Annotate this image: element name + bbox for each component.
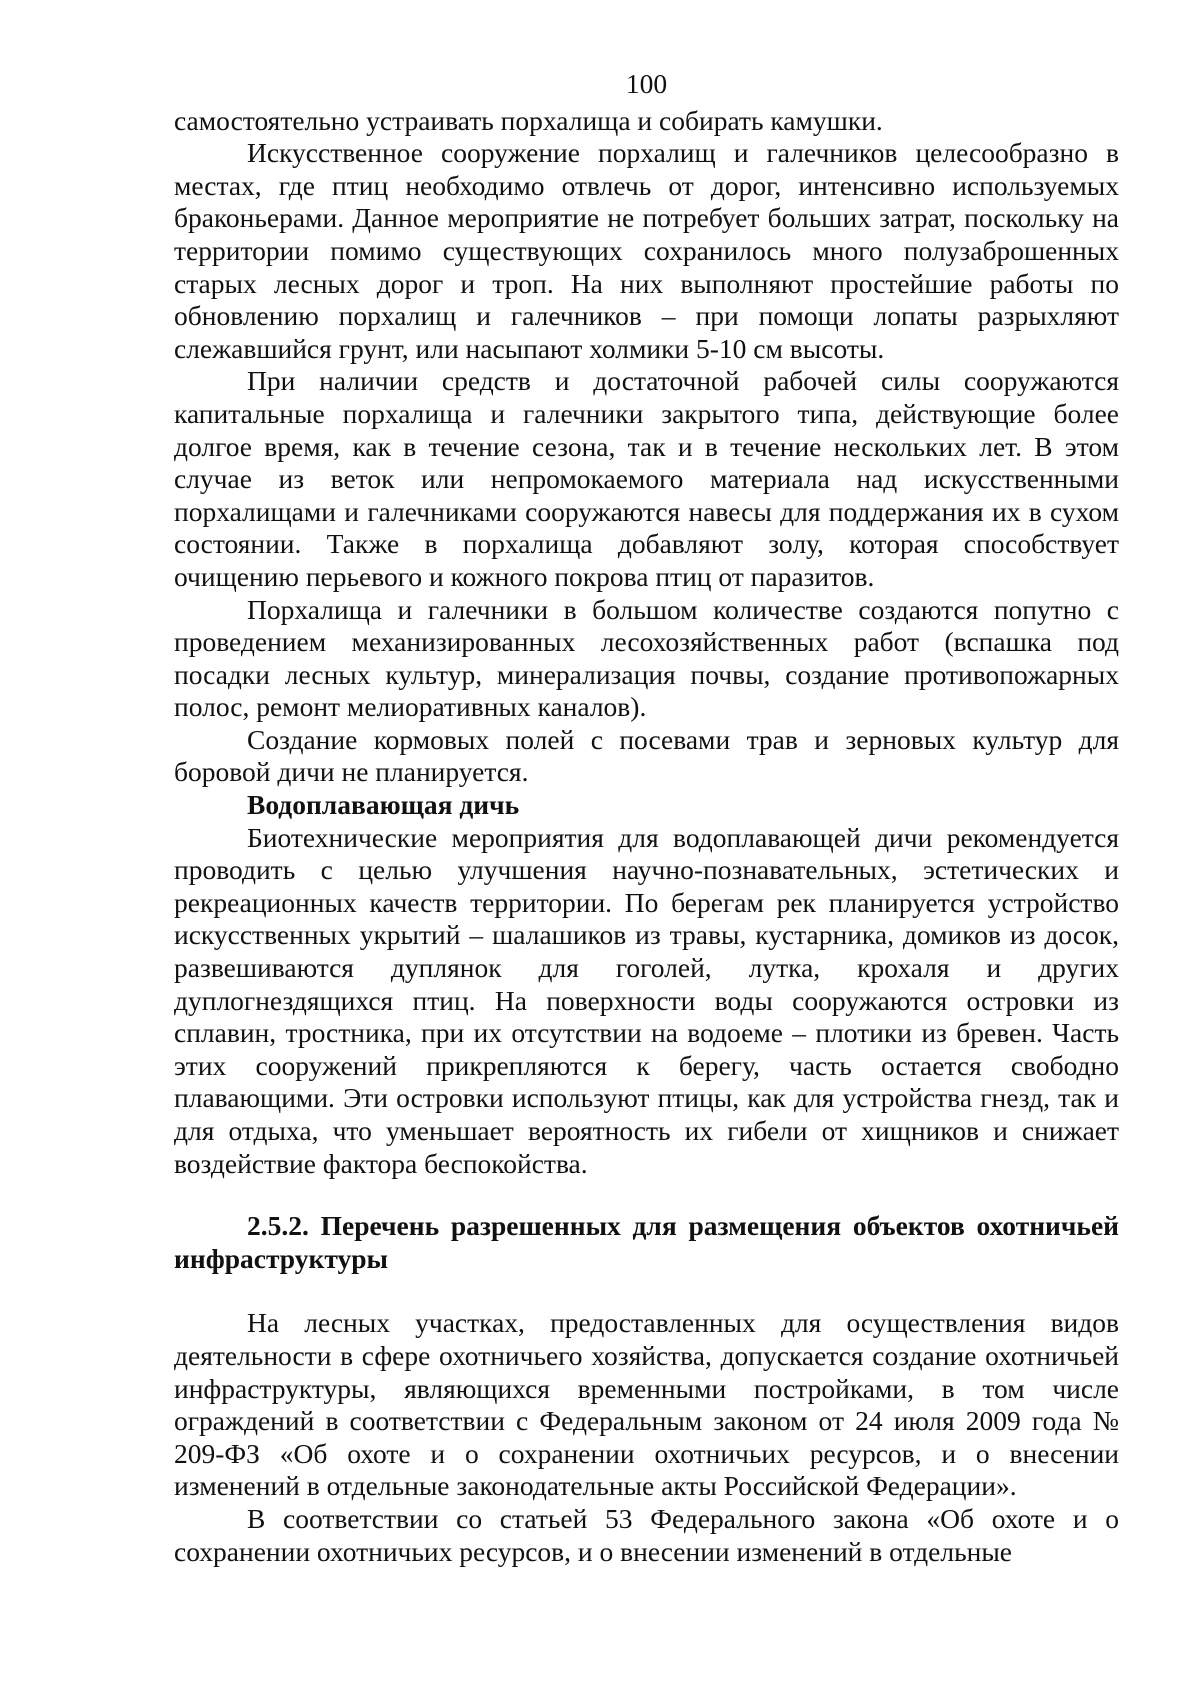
paragraph: Порхалища и галечники в большом количестве создаются попутно с проведением механизированных лесохозяйственных работ (вспашка под посадки лесных культур, минерализация почвы, создание противопожарных полос, ремонт мелиоративных каналов).	[174, 593, 1119, 723]
section-heading: 2.5.2. Перечень разрешенных для размещения объектов охотничьей инфраструктуры	[174, 1210, 1119, 1274]
subheading-waterfowl: Водоплавающая дичь	[247, 789, 520, 821]
paragraph: В соответствии со статьей 53 Федерального закона «Об охоте и о сохранении охотничьих ресурсов, и о внесении изменений в отдельные	[174, 1502, 1119, 1567]
paragraph: При наличии средств и достаточной рабочей силы сооружаются капитальные порхалища и галечники закрытого типа, действующие более долгое время, как в течение сезона, так и в течение нескольких лет. В этом случае из веток или непромокаемого материала над искусственными порхалищами и галечниками сооружаются навесы для поддержания их в сухом состоянии. Также в порхалища добавляют золу, которая способствует очищению перьевого и кожного покрова птиц от паразитов.	[174, 365, 1119, 592]
paragraph: Создание кормовых полей с посевами трав и зерновых культур для боровой дичи не планируется.	[174, 723, 1119, 788]
paragraph: Искусственное сооружение порхалищ и галечников целесообразно в местах, где птиц необходимо отвлечь от дорог, интенсивно используемых браконьерами. Данное мероприятие не потребует больших затрат, поскольку на территории помимо существующих сохранилось много полузаброшенных старых лесных дорог и троп. На них выполняют простейшие работы по обновлению порхалищ и галечников – при помощи лопаты разрыхляют слежавшийся грунт, или насыпают холмики 5-10 см высоты.	[174, 137, 1119, 364]
paragraph: На лесных участках, предоставленных для осуществления видов деятельности в сфере охотничьего хозяйства, допускается создание охотничьей инфраструктуры, являющихся временными постройками, в том числе ограждений в соответствии с Федеральным законом от 24 июля 2009 года № 209-ФЗ «Об охоте и о сохранении охотничьих ресурсов, и о внесении изменений в отдельные законодательные акты Российской Федерации».	[174, 1307, 1119, 1502]
paragraph-waterfowl: Биотехнические мероприятия для водоплавающей дичи рекомендуется проводить с целью улучшения научно-познавательных, эстетических и рекреационных качеств территории. По берегам рек планируется устройство искусственных укрытий – шалашиков из травы, кустарника, домиков из досок, развешиваются дуплянок для гоголей, лутка, крохаля и других дуплогнездящихся птиц. На поверхности воды сооружаются островки из сплавин, тростника, при их отсутствии на водоеме – плотики из бревен. Часть этих сооружений прикрепляются к берегу, часть остается свободно плавающими. Эти островки используют птицы, как для устройства гнезд, так и для отдыха, что уменьшает вероятность их гибели от хищников и снижает воздействие фактора беспокойства.	[174, 821, 1119, 1179]
paragraph-continuation: самостоятельно устраивать порхалища и собирать камушки.	[174, 104, 883, 136]
page-number: 100	[625, 68, 668, 99]
document-page	[174, 68, 1119, 1568]
